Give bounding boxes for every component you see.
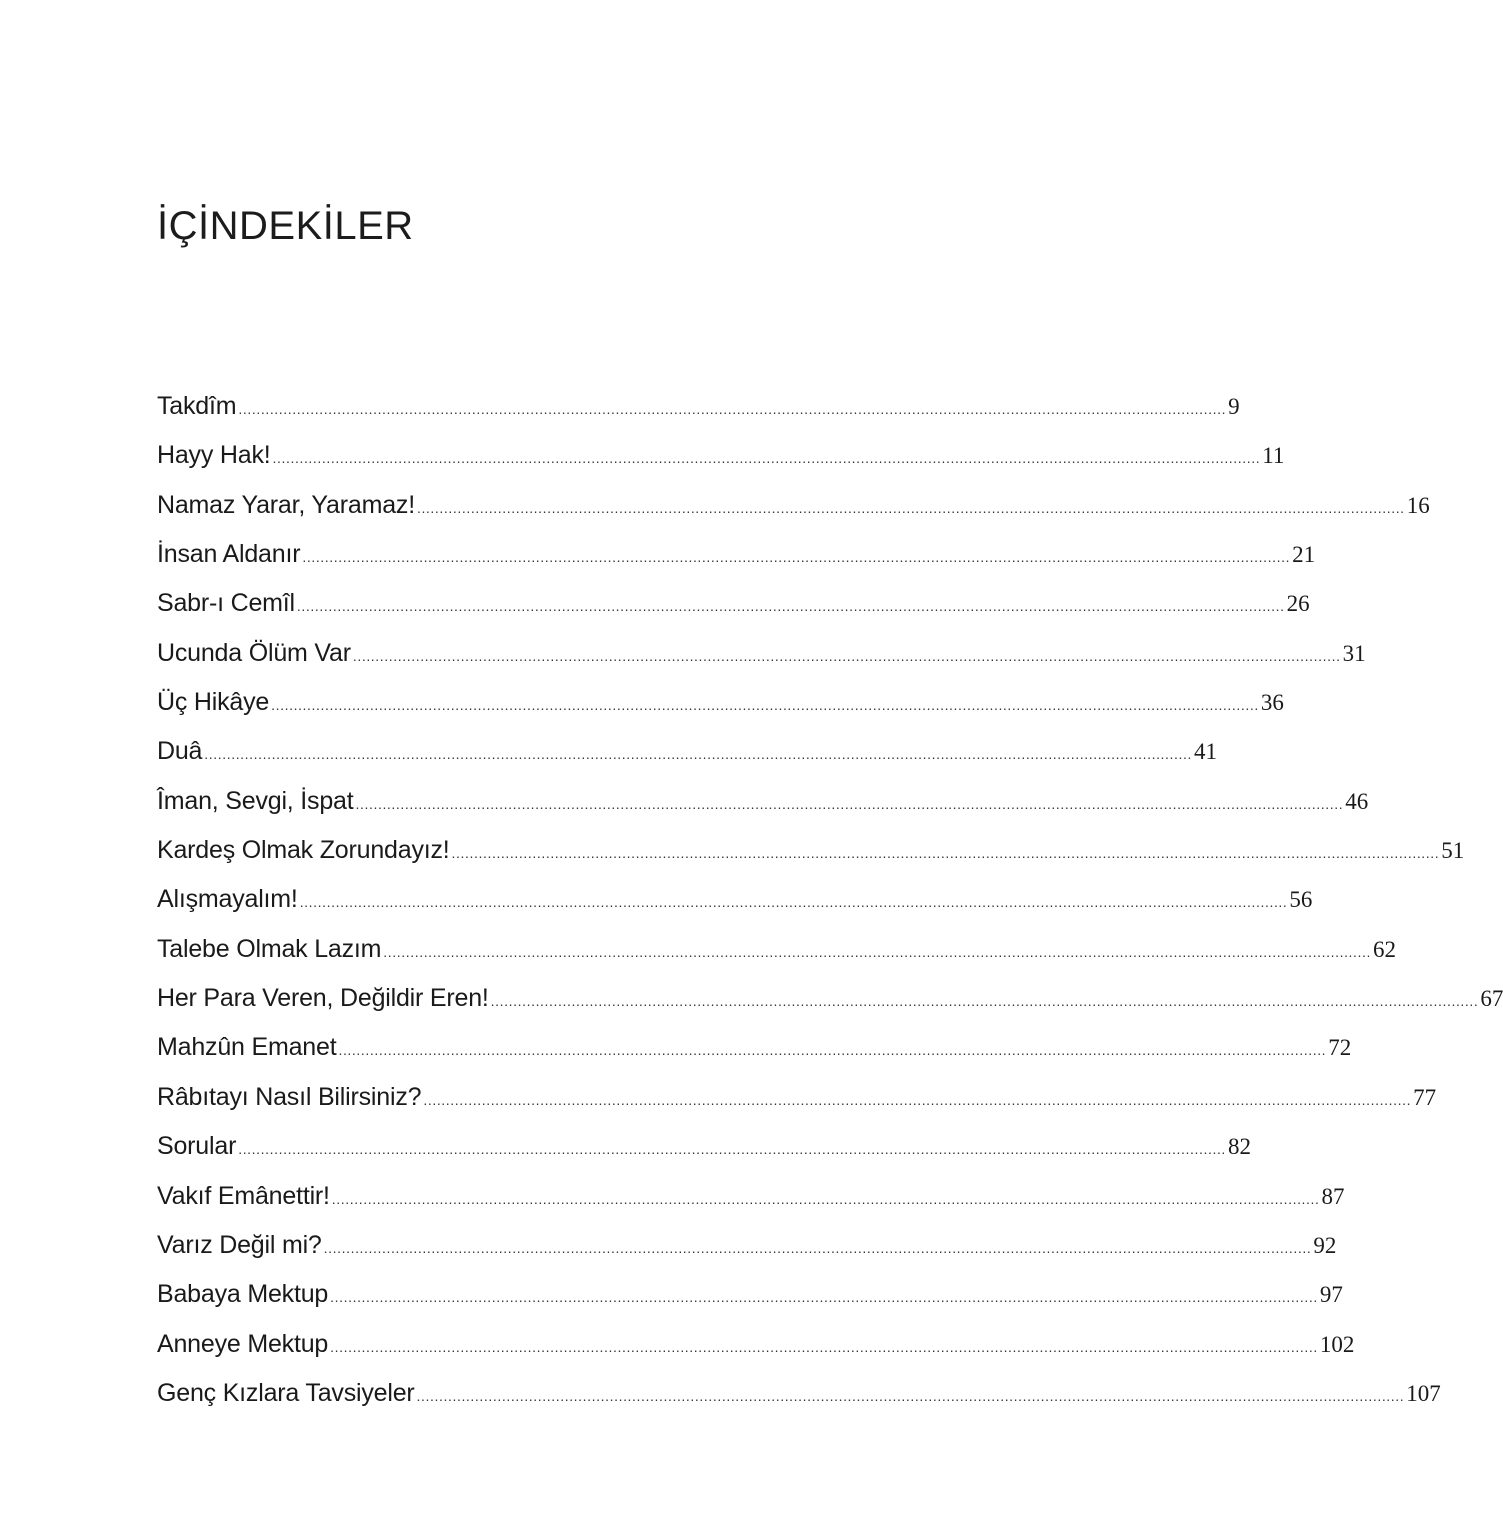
toc-entry-title: Vakıf Emânettir!: [157, 1181, 330, 1210]
dot-leader: ............................................................................................................................................................................................................................: [416, 1387, 1405, 1404]
toc-entry-title: Îman, Sevgi, İspat: [157, 786, 354, 815]
toc-entry: [157, 875, 1313, 924]
dot-leader: ............................................................................................................................................................................................................................: [238, 401, 1227, 417]
dot-leader: ............................................................................................................................................................................................................................: [423, 1091, 1412, 1108]
toc-entry-page-number: 87: [1321, 1183, 1345, 1209]
dot-leader: ............................................................................................................................................................................................................................: [416, 499, 1405, 516]
toc-entry-page-number: 46: [1345, 788, 1369, 814]
toc-entry-title: Râbıtayı Nasıl Bilirsiniz?: [157, 1082, 422, 1111]
toc-entry: [157, 1122, 1251, 1171]
toc-entry-page-number: 72: [1328, 1035, 1352, 1061]
toc-entry: [157, 974, 1503, 1023]
toc-entry-title: Sorular: [157, 1132, 237, 1161]
dot-leader: ............................................................................................................................................................................................................................: [338, 1042, 1327, 1059]
toc-entry: [157, 727, 1217, 776]
toc-entry-page-number: 26: [1286, 591, 1310, 617]
toc-entry-title: Duâ: [157, 737, 203, 766]
toc-entry-page-number: 67: [1480, 986, 1503, 1012]
toc-entry: [157, 1221, 1337, 1270]
toc-entry-title: Sabr-ı Cemîl: [157, 589, 295, 618]
table-of-contents: [157, 382, 1503, 1418]
toc-entry: [157, 382, 1240, 431]
dot-leader: ............................................................................................................................................................................................................................: [383, 943, 1372, 960]
toc-entry-title: İnsan Aldanır: [157, 540, 301, 569]
dot-leader: ............................................................................................................................................................................................................................: [323, 1239, 1312, 1256]
toc-entry: [157, 1320, 1355, 1369]
toc-entry-page-number: 97: [1319, 1282, 1343, 1308]
toc-entry-page-number: 102: [1319, 1331, 1355, 1357]
toc-entry-page-number: 82: [1227, 1134, 1251, 1160]
toc-entry-page-number: 56: [1289, 887, 1313, 913]
toc-entry-page-number: 92: [1313, 1232, 1337, 1258]
toc-entry: [157, 1172, 1345, 1221]
dot-leader: ............................................................................................................................................................................................................................: [238, 1141, 1226, 1158]
toc-entry: [157, 678, 1284, 727]
toc-entry-page-number: 107: [1406, 1380, 1441, 1406]
dot-leader: ............................................................................................................................................................................................................................: [302, 549, 1291, 566]
dot-leader: ............................................................................................................................................................................................................................: [331, 1190, 1320, 1207]
toc-entry-title: Genç Kızlara Tavsiyeler: [157, 1378, 415, 1407]
page-title: İÇİNDEKİLER: [157, 204, 414, 248]
toc-entry-page-number: 62: [1373, 936, 1397, 962]
dot-leader: ............................................................................................................................................................................................................................: [272, 450, 1261, 467]
dot-leader: ............................................................................................................................................................................................................................: [355, 795, 1344, 812]
toc-entry-title: Varız Değil mi?: [157, 1230, 322, 1259]
toc-entry-page-number: 77: [1413, 1084, 1437, 1110]
toc-entry-title: Her Para Veren, Değildir Eren!: [157, 984, 489, 1013]
dot-leader: ............................................................................................................................................................................................................................: [490, 993, 1479, 1010]
toc-entry: [157, 431, 1285, 480]
toc-entry-title: Namaz Yarar, Yaramaz!: [157, 490, 415, 519]
dot-leader: ............................................................................................................................................................................................................................: [271, 697, 1259, 714]
toc-entry-title: Babaya Mektup: [157, 1280, 329, 1309]
toc-entry-title: Anneye Mektup: [157, 1329, 329, 1358]
toc-entry-page-number: 36: [1260, 690, 1284, 716]
dot-leader: ............................................................................................................................................................................................................................: [352, 647, 1341, 664]
toc-entry-title: Takdîm: [157, 392, 237, 420]
dot-leader: ............................................................................................................................................................................................................................: [330, 1289, 1318, 1306]
toc-entry: [157, 1073, 1437, 1122]
toc-entry-title: Hayy Hak!: [157, 441, 271, 470]
toc-entry: [157, 530, 1316, 579]
toc-entry: [157, 1023, 1352, 1072]
dot-leader: ............................................................................................................................................................................................................................: [204, 746, 1192, 763]
toc-entry-title: Kardeş Olmak Zorundayız!: [157, 836, 450, 865]
toc-entry: [157, 1270, 1343, 1319]
dot-leader: ............................................................................................................................................................................................................................: [451, 845, 1440, 862]
dot-leader: ............................................................................................................................................................................................................................: [296, 598, 1285, 615]
toc-entry-title: Üç Hikâye: [157, 688, 270, 717]
toc-entry-page-number: 21: [1292, 542, 1316, 568]
toc-entry-page-number: 41: [1194, 739, 1217, 765]
toc-entry-title: Ucunda Ölüm Var: [157, 638, 351, 667]
toc-entry-page-number: 31: [1342, 640, 1366, 666]
dot-leader: ............................................................................................................................................................................................................................: [330, 1338, 1318, 1355]
toc-entry: [157, 925, 1397, 974]
toc-entry: [157, 629, 1366, 678]
toc-entry: [157, 777, 1369, 826]
toc-entry-title: Alışmayalım!: [157, 885, 298, 914]
dot-leader: ............................................................................................................................................................................................................................: [299, 894, 1288, 911]
toc-entry: [157, 1369, 1441, 1418]
toc-entry: [157, 481, 1430, 530]
toc-entry-page-number: 11: [1262, 443, 1285, 469]
toc-entry: [157, 579, 1310, 628]
toc-entry-page-number: 9: [1228, 394, 1240, 419]
toc-entry-title: Talebe Olmak Lazım: [157, 934, 382, 963]
toc-entry-page-number: 16: [1406, 492, 1430, 518]
toc-entry-title: Mahzûn Emanet: [157, 1033, 337, 1062]
toc-entry: [157, 826, 1465, 875]
toc-entry-page-number: 51: [1441, 838, 1465, 864]
